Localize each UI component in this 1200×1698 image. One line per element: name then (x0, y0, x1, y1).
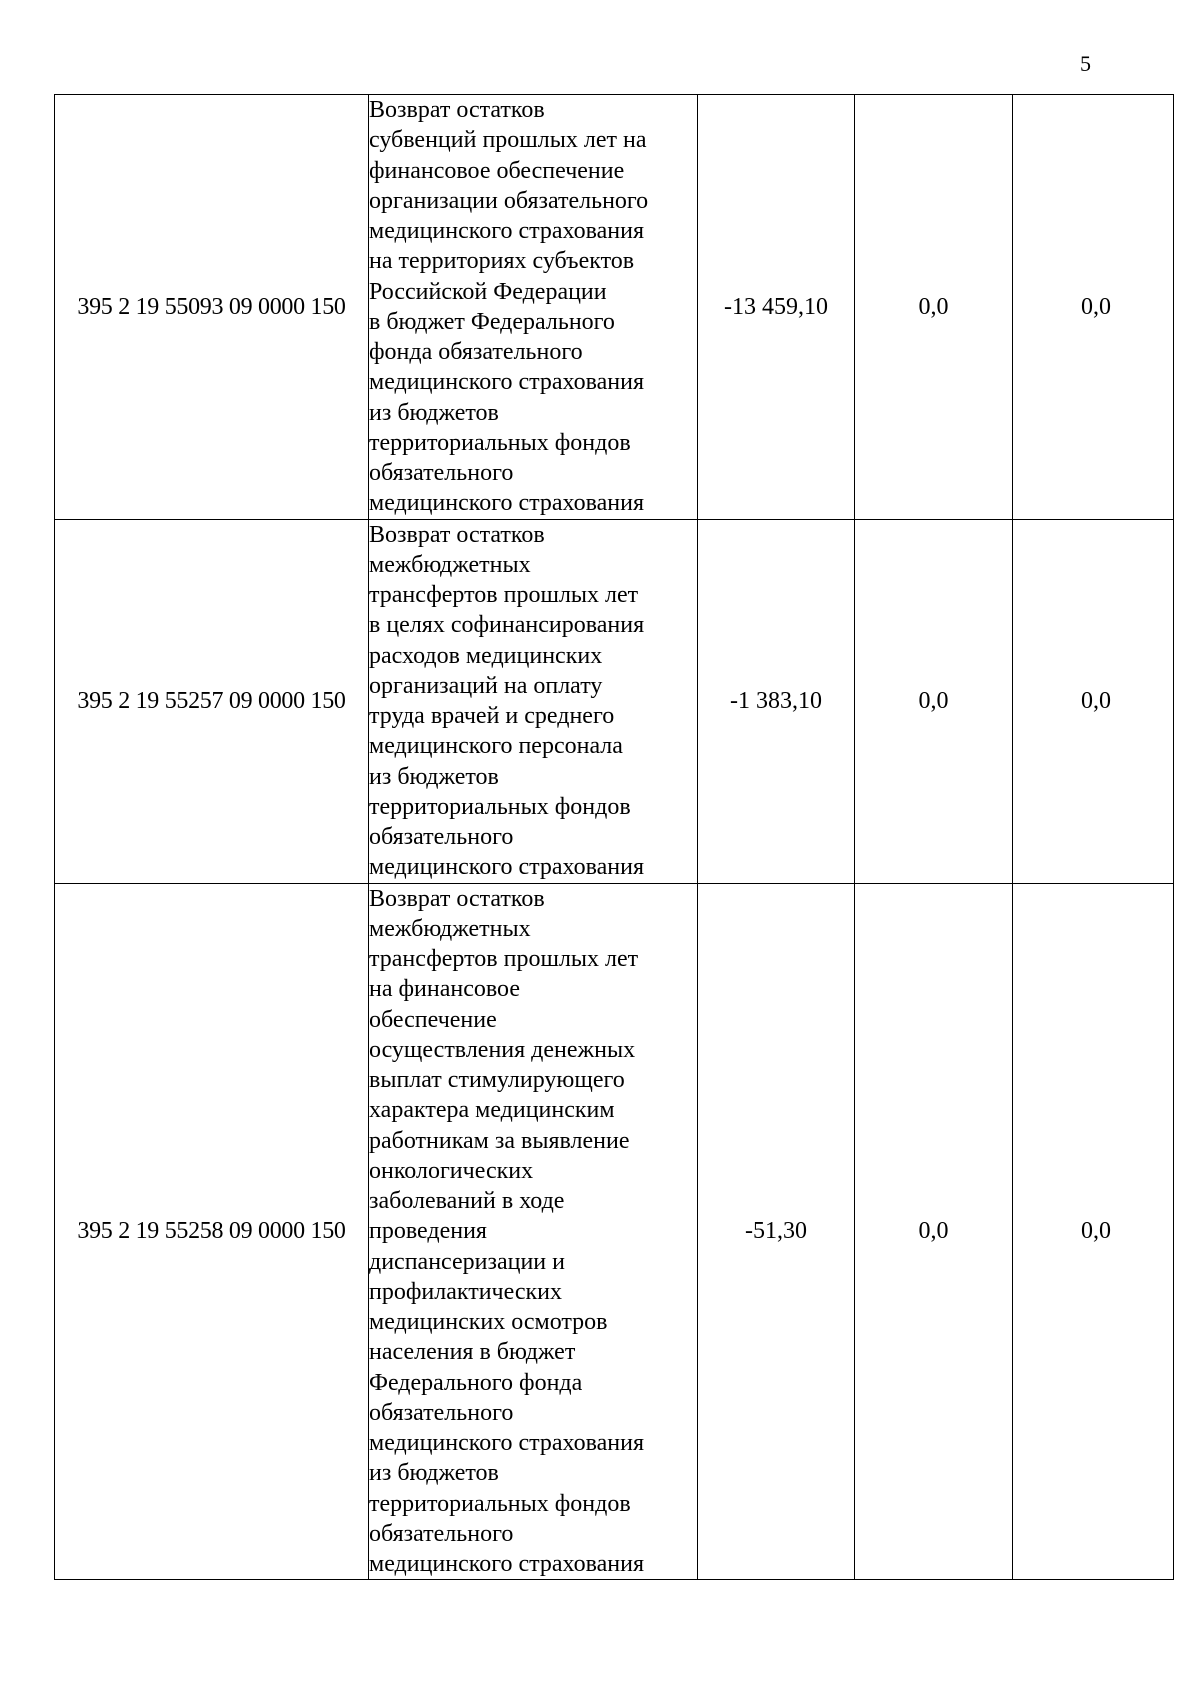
description-line: Возврат остатков (369, 521, 545, 548)
description-line: финансовое обеспечение (369, 157, 625, 184)
description-line: из бюджетов (369, 763, 499, 790)
description-line: осуществления денежных (369, 1036, 636, 1063)
amount-cell: -13 459,10 (698, 95, 855, 520)
description-line: медицинского персонала (369, 733, 623, 760)
budget-table (54, 94, 1174, 1580)
description-line: медицинского страхования (369, 369, 645, 396)
value-cell: 0,0 (1013, 95, 1174, 520)
table-row (55, 95, 1174, 520)
description-line: на территориях субъектов (369, 248, 635, 275)
description-line: трансфертов прошлых лет (369, 946, 639, 972)
description-line: работникам за выявление (369, 1127, 630, 1154)
description-line: обеспечение (369, 1006, 497, 1033)
row-description (369, 519, 698, 883)
description-line: медицинского страхования (369, 854, 645, 881)
description-line: территориальных фондов (369, 429, 631, 456)
description-line: фонда обязательного (369, 339, 583, 365)
description-line: онкологических (369, 1157, 534, 1184)
budget-code: 395 2 19 55258 09 0000 150 (55, 883, 369, 1580)
description-line: трансфертов прошлых лет (369, 582, 639, 608)
description-line: из бюджетов (369, 1460, 499, 1487)
description-line: расходов медицинских (369, 642, 603, 669)
description-line: населения в бюджет (369, 1339, 576, 1366)
description-line: в целях софинансирования (369, 612, 645, 639)
amount-cell: -51,30 (698, 883, 855, 1580)
value-cell: 0,0 (1013, 883, 1174, 1580)
description-line: заболеваний в ходе (369, 1188, 565, 1214)
description-line: территориальных фондов (369, 1490, 631, 1517)
description-line: медицинского страхования (369, 1430, 645, 1456)
description-line: обязательного (369, 824, 514, 850)
description-line: межбюджетных (369, 915, 531, 942)
amount-cell: -1 383,10 (698, 519, 855, 883)
description-line: проведения (369, 1218, 487, 1245)
description-line: профилактических (369, 1278, 563, 1305)
row-description (369, 95, 698, 520)
page-number: 5 (1080, 51, 1091, 76)
description-line: организации обязательного (369, 187, 649, 214)
description-line: организаций на оплату (369, 672, 603, 699)
row-description (369, 883, 698, 1580)
description-line: территориальных фондов (369, 793, 631, 820)
description-line: на финансовое (369, 976, 520, 1003)
description-line: обязательного (369, 460, 514, 486)
description-line: медицинского страхования (369, 490, 645, 517)
description-line: медицинского страхования (369, 1551, 645, 1577)
description-line: Российской Федерации (369, 278, 607, 305)
budget-code: 395 2 19 55093 09 0000 150 (55, 95, 369, 520)
description-line: субвенций прошлых лет на (369, 127, 647, 154)
description-line: медицинского страхования (369, 218, 645, 244)
value-cell: 0,0 (855, 519, 1013, 883)
description-line: из бюджетов (369, 399, 499, 426)
description-line: выплат стимулирующего (369, 1067, 625, 1093)
value-cell: 0,0 (855, 883, 1013, 1580)
description-line: труда врачей и среднего (369, 703, 615, 729)
description-line: Возврат остатков (369, 885, 545, 912)
value-cell: 0,0 (1013, 519, 1174, 883)
description-line: в бюджет Федерального (369, 308, 615, 335)
description-line: диспансеризации и (369, 1248, 565, 1275)
description-line: обязательного (369, 1399, 514, 1426)
description-line: Федерального фонда (369, 1369, 583, 1396)
value-cell: 0,0 (855, 95, 1013, 520)
description-line: характера медицинским (369, 1097, 615, 1124)
table-row (55, 519, 1174, 883)
budget-code: 395 2 19 55257 09 0000 150 (55, 519, 369, 883)
description-line: межбюджетных (369, 551, 531, 578)
description-line: медицинских осмотров (369, 1309, 608, 1335)
description-line: обязательного (369, 1520, 514, 1547)
table-row (55, 883, 1174, 1580)
description-line: Возврат остатков (369, 97, 545, 123)
